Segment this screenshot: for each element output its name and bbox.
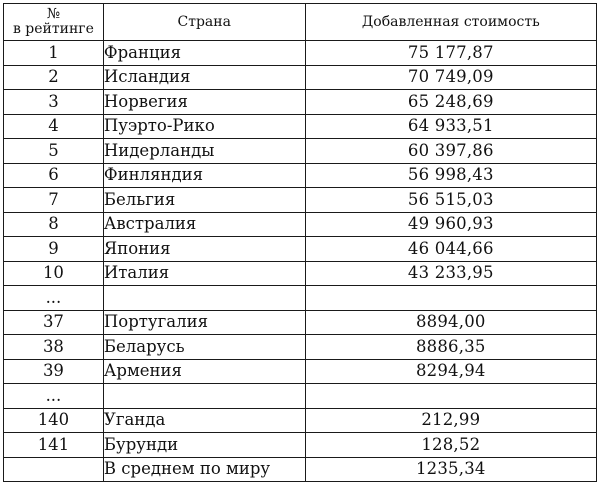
value-cell: 8886,35 (305, 335, 596, 360)
table-row (4, 114, 597, 139)
country-cell: Бельгия (103, 188, 305, 213)
table-row (4, 261, 597, 286)
table-row (4, 139, 597, 164)
rank-cell: 2 (4, 65, 104, 90)
rank-cell: 38 (4, 335, 104, 360)
table-row (4, 65, 597, 90)
table-row (4, 237, 597, 262)
table-row (4, 188, 597, 213)
table-row (4, 90, 597, 115)
country-cell: Франция (103, 41, 305, 66)
rank-cell: ... (4, 286, 104, 311)
value-cell: 8294,94 (305, 359, 596, 384)
value-cell: 56 515,03 (305, 188, 596, 213)
value-cell: 75 177,87 (305, 41, 596, 66)
rank-cell: 1 (4, 41, 104, 66)
table-row (4, 408, 597, 433)
value-cell (305, 286, 596, 311)
value-cell: 46 044,66 (305, 237, 596, 262)
country-cell: Финляндия (103, 163, 305, 188)
value-cell: 8894,00 (305, 310, 596, 335)
country-cell: Бурунди (103, 433, 305, 458)
value-cell: 56 998,43 (305, 163, 596, 188)
rank-cell: 39 (4, 359, 104, 384)
table-row (4, 384, 597, 409)
rank-header-text: в рейтинге (12, 21, 94, 37)
country-cell: Армения (103, 359, 305, 384)
value-cell (305, 384, 596, 409)
table-row (4, 286, 597, 311)
table-row (4, 212, 597, 237)
value-cell: 65 248,69 (305, 90, 596, 115)
country-cell (103, 286, 305, 311)
country-cell: Португалия (103, 310, 305, 335)
country-cell: Нидерланды (103, 139, 305, 164)
value-cell: 60 397,86 (305, 139, 596, 164)
table-row (4, 41, 597, 66)
rank-cell: 9 (4, 237, 104, 262)
value-cell: 212,99 (305, 408, 596, 433)
rank-cell: 141 (4, 433, 104, 458)
country-cell: Япония (103, 237, 305, 262)
value-cell: 64 933,51 (305, 114, 596, 139)
rank-cell: 37 (4, 310, 104, 335)
rating-table (3, 3, 597, 482)
rank-cell: ... (4, 384, 104, 409)
rank-cell: 8 (4, 212, 104, 237)
rank-cell: 5 (4, 139, 104, 164)
rank-header-symbol: № (46, 6, 61, 22)
country-cell: Италия (103, 261, 305, 286)
country-cell: Уганда (103, 408, 305, 433)
country-column-header: Страна (103, 4, 305, 41)
rank-cell: 10 (4, 261, 104, 286)
value-column-header: Добавленная стоимость (305, 4, 596, 41)
country-cell: Исландия (103, 65, 305, 90)
value-cell: 43 233,95 (305, 261, 596, 286)
table-row (4, 457, 597, 482)
table-body (4, 41, 597, 482)
country-cell: Норвегия (103, 90, 305, 115)
table-row (4, 335, 597, 360)
value-cell: 70 749,09 (305, 65, 596, 90)
table-row (4, 433, 597, 458)
value-cell: 128,52 (305, 433, 596, 458)
country-cell: Беларусь (103, 335, 305, 360)
rank-cell (4, 457, 104, 482)
rank-cell: 4 (4, 114, 104, 139)
country-cell (103, 384, 305, 409)
table-row (4, 310, 597, 335)
table-row (4, 163, 597, 188)
rank-cell: 3 (4, 90, 104, 115)
country-cell: В среднем по миру (103, 457, 305, 482)
value-cell: 49 960,93 (305, 212, 596, 237)
country-cell: Австралия (103, 212, 305, 237)
rank-cell: 140 (4, 408, 104, 433)
rank-column-header (4, 4, 104, 41)
country-cell: Пуэрто-Рико (103, 114, 305, 139)
table-header-row (4, 4, 597, 41)
table-row (4, 359, 597, 384)
value-cell: 1235,34 (305, 457, 596, 482)
rank-cell: 6 (4, 163, 104, 188)
rank-cell: 7 (4, 188, 104, 213)
